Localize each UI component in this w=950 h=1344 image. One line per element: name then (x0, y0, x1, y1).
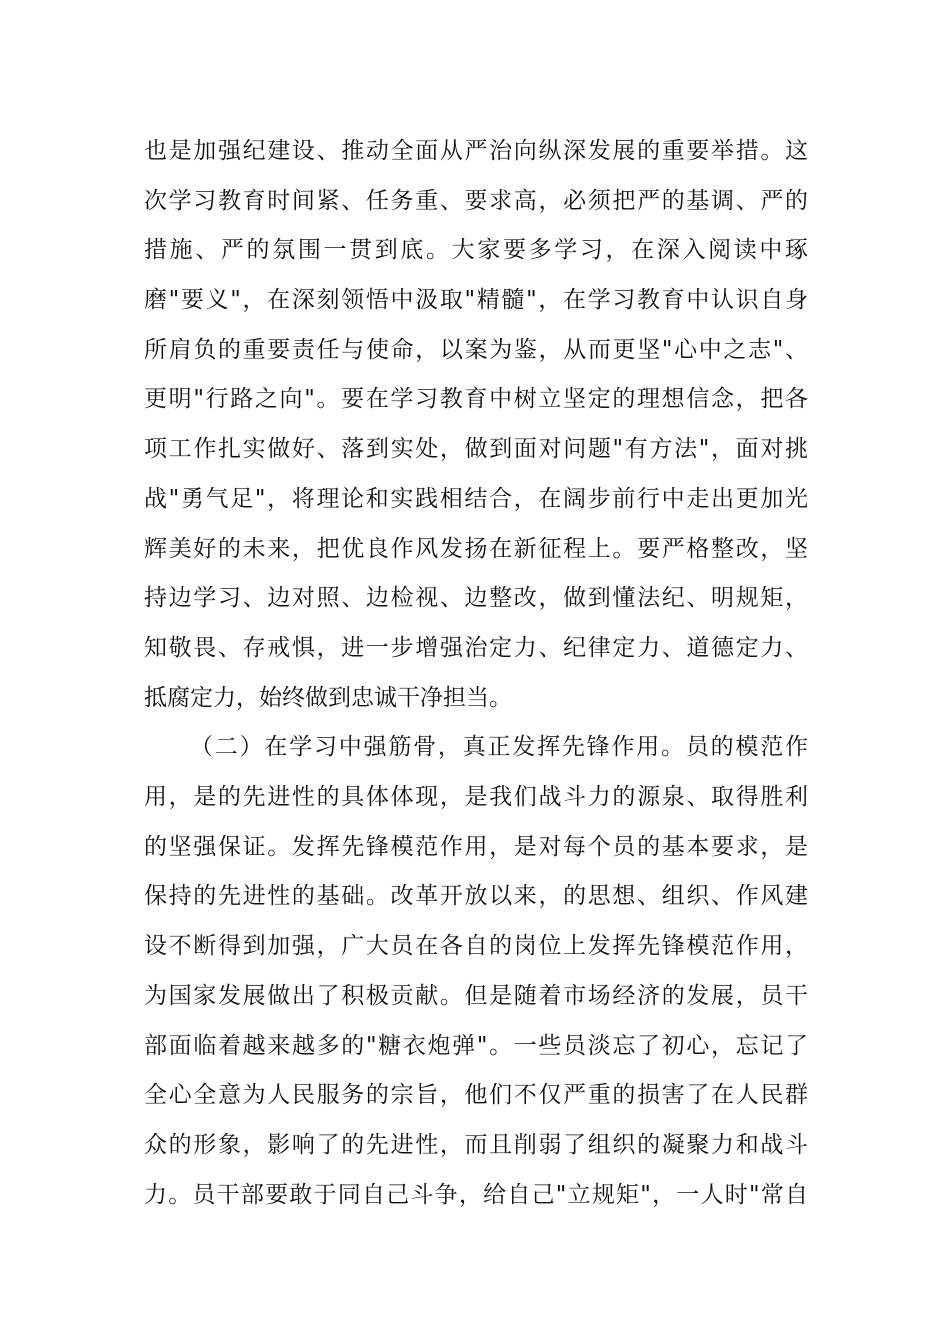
text-line: 设不断得到加强，广大员在各自的岗位上发挥先锋模范作用， (144, 933, 808, 960)
text-line: 磨"要义"，在深刻领悟中汲取"精髓"，在学习教育中认识自身 (144, 287, 808, 314)
text-line: 辉美好的未来，把优良作风发扬在新征程上。要严格整改，坚 (144, 535, 808, 562)
text-line: 战"勇气足"，将理论和实践相结合，在阔步前行中走出更加光 (144, 485, 808, 512)
text-line: 为国家发展做出了积极贡献。但是随着市场经济的发展，员干 (144, 982, 808, 1009)
section-heading-line: （二）在学习中强筋骨，真正发挥先锋作用。员的模范作 (190, 734, 808, 761)
text-line: 全心全意为人民服务的宗旨，他们不仅严重的损害了在人民群 (144, 1082, 808, 1109)
paragraph-continuation (144, 127, 808, 723)
text-line: 部面临着越来越多的"糖衣炮弹"。一些员淡忘了初心，忘记了 (144, 1032, 808, 1059)
text-line: 更明"行路之向"。要在学习教育中树立坚定的理想信念，把各 (144, 386, 808, 413)
text-line: 众的形象，影响了的先进性，而且削弱了组织的凝聚力和战斗 (144, 1131, 808, 1158)
text-line: 项工作扎实做好、落到实处，做到面对问题"有方法"，面对挑 (144, 436, 808, 463)
text-line: 措施、严的氛围一贯到底。大家要多学习，在深入阅读中琢 (144, 237, 808, 264)
text-line: 用，是的先进性的具体体现，是我们战斗力的源泉、取得胜利 (144, 784, 808, 811)
text-line: 持边学习、边对照、边检视、边整改，做到懂法纪、明规矩， (144, 585, 808, 612)
text-line: 保持的先进性的基础。改革开放以来，的思想、组织、作风建 (144, 883, 808, 910)
text-line: 力。员干部要敢于同自己斗争，给自己"立规矩"，一人时"常自 (144, 1181, 808, 1208)
text-line: 所肩负的重要责任与使命，以案为鉴，从而更坚"心中之志"、 (144, 336, 808, 363)
text-line: 次学习教育时间紧、任务重、要求高，必须把严的基调、严的 (144, 187, 808, 214)
text-line: 知敬畏、存戒惧，进一步增强治定力、纪律定力、道德定力、 (144, 634, 808, 661)
text-line: 抵腐定力，始终做到忠诚干净担当。 (144, 684, 512, 711)
text-line: 也是加强纪建设、推动全面从严治向纵深发展的重要举措。这 (144, 138, 808, 164)
text-line: 的坚强保证。发挥先锋模范作用，是对每个员的基本要求，是 (144, 833, 808, 860)
paragraph-section-two (144, 723, 808, 1220)
